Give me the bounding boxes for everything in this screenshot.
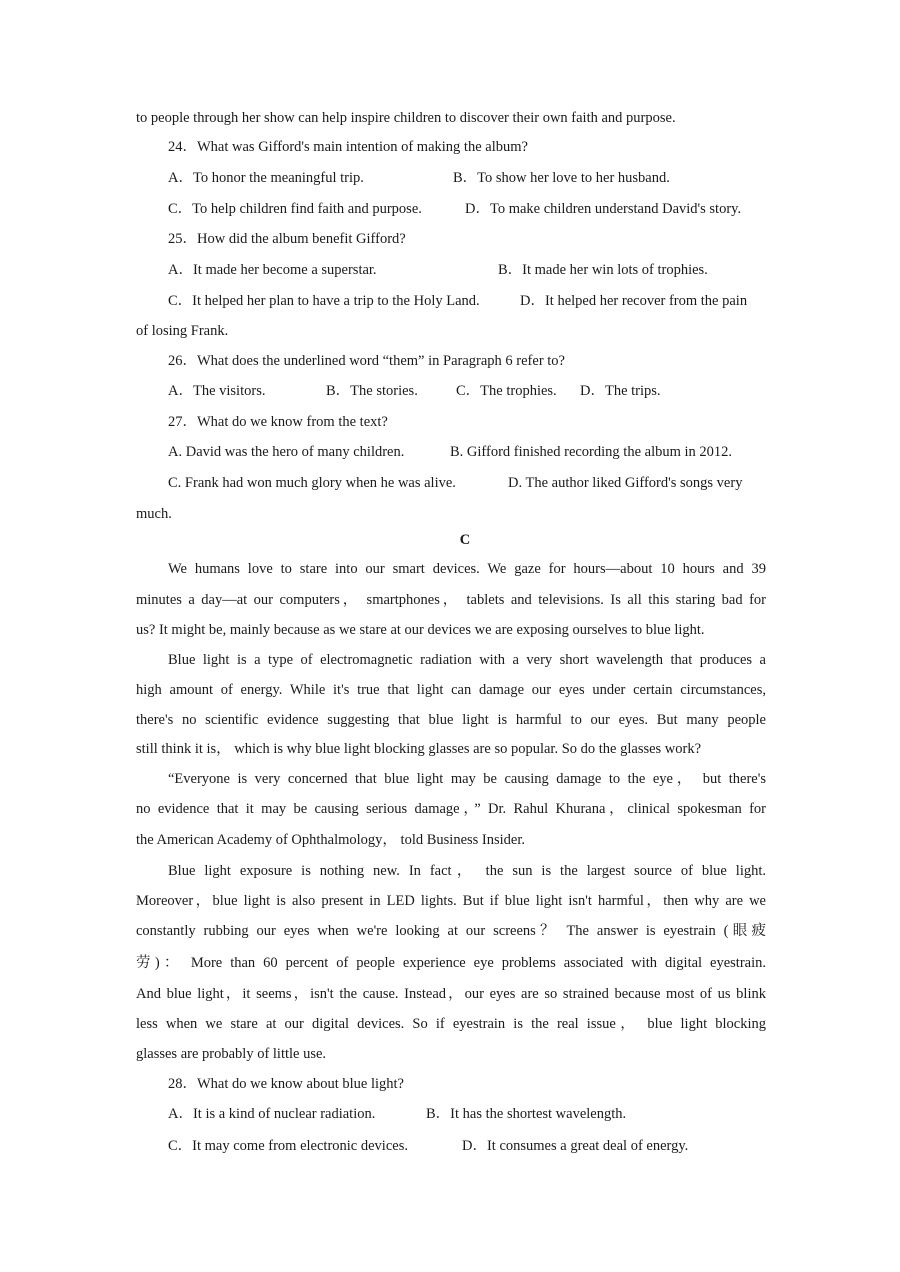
passage-c-line: there's no scientific evidence suggesting that blue light is harmful to our eyes. But many people	[136, 712, 766, 728]
question-26-option-a[interactable]: A．The visitors.	[168, 383, 266, 399]
question-28-option-b[interactable]: B．It has the shortest wavelength.	[426, 1106, 627, 1122]
passage-c-line: high amount of energy. While it's true that light can damage our eyes under certain circumstances,	[136, 682, 766, 698]
passage-c-line: the American Academy of Ophthalmology， told Business Insider.	[136, 832, 526, 848]
passage-c-line: “Everyone is very concerned that blue light may be causing damage to the eye， but there's	[168, 771, 766, 787]
passage-c-line: us? It might be, mainly because as we stare at our devices we are exposing ourselves to blue light.	[136, 622, 705, 638]
question-24-option-c[interactable]: C．To help children find faith and purpose.	[168, 201, 422, 217]
passage-c-line: Blue light exposure is nothing new. In fact， the sun is the largest source of blue light.	[168, 863, 766, 879]
question-26-option-d[interactable]: D．The trips.	[580, 383, 661, 399]
question-24-option-b[interactable]: B．To show her love to her husband.	[453, 170, 670, 186]
passage-c-line: 劳)： More than 60 percent of people experience eye problems associated with digital eyestrain.	[136, 955, 766, 971]
question-25-option-a[interactable]: A．It made her become a superstar.	[168, 262, 377, 278]
question-25-option-c[interactable]: C．It helped her plan to have a trip to the Holy Land.	[168, 293, 480, 309]
question-24-option-d[interactable]: D．To make children understand David's story.	[465, 201, 742, 217]
passage-c-line: minutes a day—at our computers， smartphones， tablets and televisions. Is all this staring bad for	[136, 592, 766, 608]
question-27-option-d[interactable]: D. The author liked Gifford's songs very	[508, 475, 743, 491]
passage-c-line: constantly rubbing our eyes when we're looking at our screens？ The answer is eyestrain (眼疲	[136, 923, 766, 939]
passage-c-line: We humans love to stare into our smart devices. We gaze for hours—about 10 hours and 39	[168, 561, 766, 577]
question-25-stem: 25．How did the album benefit Gifford?	[168, 231, 406, 247]
passage-c-line: glasses are probably of little use.	[136, 1046, 327, 1062]
passage-c-line: still think it is， which is why blue light blocking glasses are so popular. So do the glasses work?	[136, 741, 702, 757]
question-24-stem: 24．What was Gifford's main intention of making the album?	[168, 139, 528, 155]
question-28-option-c[interactable]: C．It may come from electronic devices.	[168, 1138, 408, 1154]
passage-c-line: less when we stare at our digital devices. So if eyestrain is the real issue， blue light blocking	[136, 1016, 766, 1032]
question-25-option-d-continued: of losing Frank.	[136, 323, 229, 339]
section-c-heading: C	[459, 532, 471, 548]
question-28-option-a[interactable]: A．It is a kind of nuclear radiation.	[168, 1106, 376, 1122]
question-27-option-a[interactable]: A. David was the hero of many children.	[168, 444, 405, 460]
question-27-option-c[interactable]: C. Frank had won much glory when he was alive.	[168, 475, 456, 491]
question-26-option-c[interactable]: C．The trophies.	[456, 383, 557, 399]
question-26-option-b[interactable]: B．The stories.	[326, 383, 418, 399]
question-27-option-b[interactable]: B. Gifford finished recording the album in 2012.	[450, 444, 733, 460]
question-28-option-d[interactable]: D．It consumes a great deal of energy.	[462, 1138, 689, 1154]
passage-c-line: no evidence that it may be causing serious damage，” Dr. Rahul Khurana，clinical spokesman for	[136, 801, 766, 817]
passage-c-line: Moreover，blue light is also present in LED lights. But if blue light isn't harmful，then why are we	[136, 893, 766, 909]
question-26-stem: 26．What does the underlined word “them” in Paragraph 6 refer to?	[168, 353, 565, 369]
question-27-option-d-continued: much.	[136, 506, 172, 522]
question-24-option-a[interactable]: A．To honor the meaningful trip.	[168, 170, 364, 186]
question-25-option-b[interactable]: B．It made her win lots of trophies.	[498, 262, 708, 278]
passage-c-line: And blue light，it seems，isn't the cause. Instead，our eyes are so strained because most of us blink	[136, 986, 766, 1002]
question-25-option-d[interactable]: D．It helped her recover from the pain	[520, 293, 748, 309]
question-28-stem: 28．What do we know about blue light?	[168, 1076, 404, 1092]
passage-b-last-line: to people through her show can help inspire children to discover their own faith and purpose.	[136, 110, 676, 126]
question-27-stem: 27．What do we know from the text?	[168, 414, 388, 430]
passage-c-line: Blue light is a type of electromagnetic radiation with a very short wavelength that produces a	[168, 652, 766, 668]
